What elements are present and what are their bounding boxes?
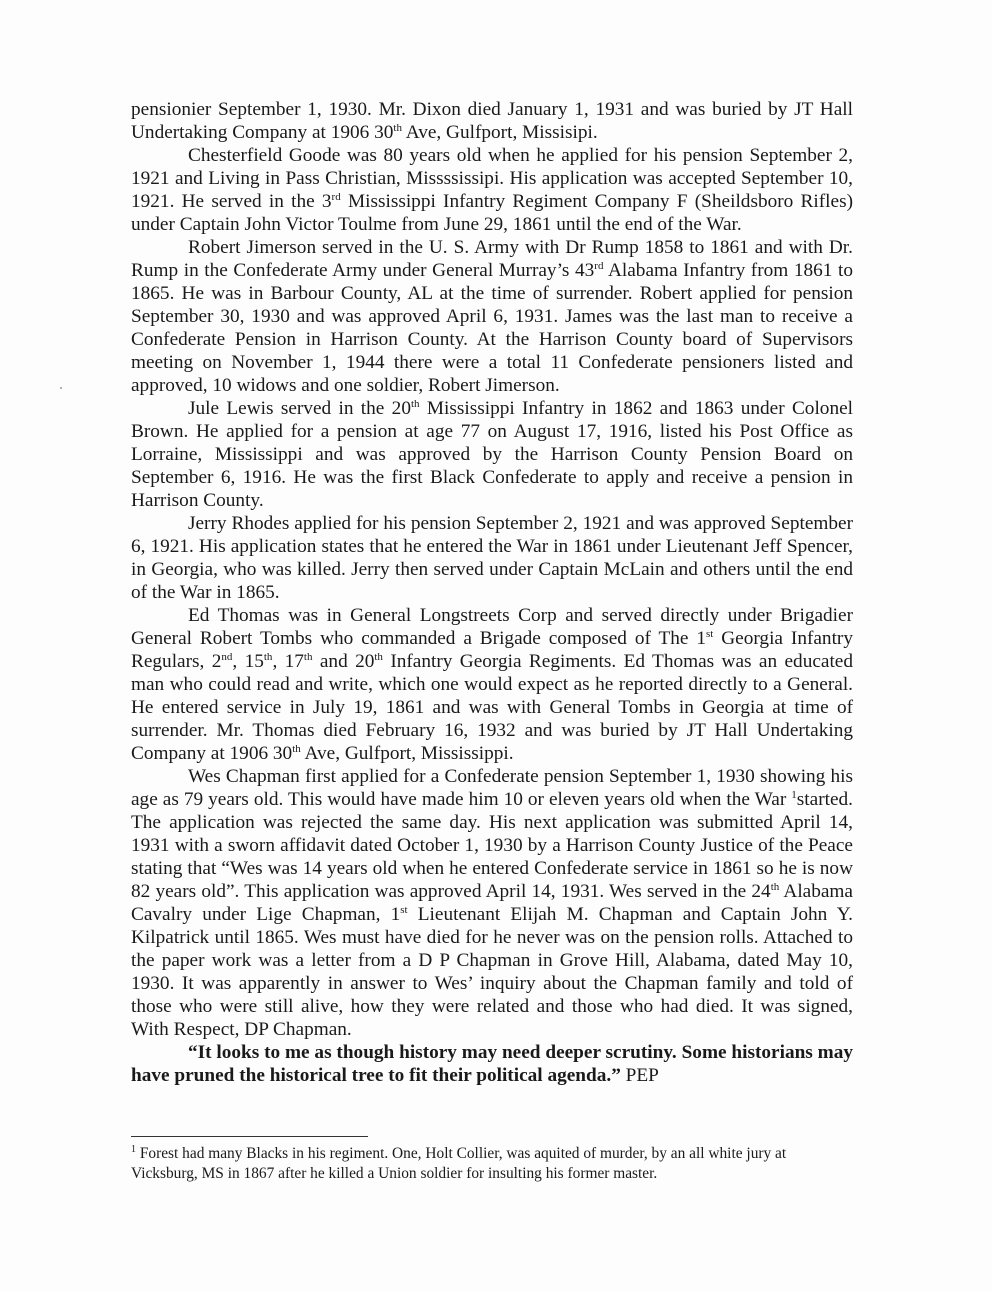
paragraph-list xyxy=(131,98,853,1041)
text-run: , 15 xyxy=(232,651,264,672)
scan-speck xyxy=(60,387,62,389)
superscript: th xyxy=(410,398,420,410)
text-run: started. The application was rejected the same day. His next application was submitted April 14, 1931 with a sworn affidavit dated October 1, 1930 by a Harrison County Justice of the Peace stating that “Wes was 14 years old when he entered Confederate service in 1861 so he is now 82 years old”. This application was approved April 14, 1931. Wes served in the 24 xyxy=(131,789,853,902)
text-run: Mississippi Infantry Regiment Company F (Sheildsboro Rifles) under Captain John Victor Toulme from June 29, 1861 until the end of the War. xyxy=(131,191,853,235)
superscript: th xyxy=(393,122,402,134)
quote-text: “It looks to me as though history may need deeper scrutiny. Some historians may have pruned the historical tree to fit their political agenda.” xyxy=(131,1042,853,1086)
superscript: th xyxy=(263,651,273,663)
text-run: pensionier September 1, 1930. Mr. Dixon died January 1, 1931 and was buried by JT Hall Undertaking Company at 1906 30 xyxy=(131,99,853,143)
text-run: Ed Thomas was in General Longstreets Corp and served directly under Brigadier General Robert Tombs who commanded a Brigade composed of The 1 xyxy=(131,605,853,649)
body-text xyxy=(131,98,853,1087)
quote-signature: PEP xyxy=(620,1065,659,1086)
superscript: th xyxy=(292,743,301,755)
text-run: Jerry Rhodes applied for his pension September 2, 1921 and was approved September 6, 1921. His application states that he entered the War in 1861 under Lieutenant Jeff Spencer, in Georgia, who was killed. Jerry then served under Captain McLain and others until the end of the War in 1865. xyxy=(131,513,853,603)
text-run: Chesterfield Goode was 80 years old when he applied for his pension September 2, 1921 and Living in Pass Christian, Missssissipi. His application was accepted September 10, 1921. He served in the 3 xyxy=(131,145,853,212)
text-run: Robert Jimerson served in the U. S. Army with Dr Rump 1858 to 1861 and with Dr. Rump in the Confederate Army under General Murray’s 43 xyxy=(131,237,853,281)
paragraph xyxy=(131,236,853,397)
text-run: Lieutenant Elijah M. Chapman and Captain John Y. Kilpatrick until 1865. Wes must have died for he never was on the pension rolls. Attached to the paper work was a letter from a D P Chapman in Grove Hill, Alabama, dated May 10, 1930. It was apparently in answer to Wes’ inquiry about the Chapman family and told of those who were still alive, how they were related and those who had died. It was signed, With Respect, DP Chapman. xyxy=(131,904,853,1040)
superscript: 1 xyxy=(791,789,797,801)
text-run: Georgia Infantry Regulars, 2 xyxy=(131,628,853,672)
superscript: th xyxy=(374,651,383,663)
paragraph xyxy=(131,765,853,1041)
footnote xyxy=(131,1144,853,1184)
text-run: Ave, Gulfport, Mississippi. xyxy=(300,743,514,764)
superscript: st xyxy=(400,904,408,916)
paragraph xyxy=(131,98,853,144)
paragraph xyxy=(131,512,853,604)
superscript: st xyxy=(705,628,714,640)
text-run: Infantry Georgia Regiments. Ed Thomas was an educated man who could read and write, which one would expect as he reported directly to a General. He entered service in July 19, 1861 and was with General Tombs in Georgia at time of surrender. Mr. Thomas died February 16, 1932 and was buried by JT Hall Undertaking Company at 1906 30 xyxy=(131,651,854,764)
footnote-marker: 1 xyxy=(131,1144,136,1155)
footnote-divider xyxy=(131,1136,368,1137)
text-run: , 17 xyxy=(272,651,304,672)
paragraph xyxy=(131,604,853,765)
text-run: and 20 xyxy=(312,651,375,672)
footnote-text: Forest had many Blacks in his regiment. One, Holt Collier, was aquited of murder, by an all white jury at Vicksburg, MS in 1867 after he killed a Union soldier for insulting his former master. xyxy=(131,1145,787,1182)
paragraph xyxy=(131,397,853,512)
superscript: rd xyxy=(331,191,341,203)
text-run: Ave, Gulfport, Missisipi. xyxy=(401,122,598,143)
superscript: nd xyxy=(221,651,233,663)
text-run: Mississippi Infantry in 1862 and 1863 under Colonel Brown. He applied for a pension at age 77 on August 17, 1916, listed his Post Office as Lorraine, Mississippi and was approved by the Harrison County Pension Board on September 6, 1916. He was the first Black Confederate to apply and receive a pension in Harrison County. xyxy=(131,398,854,511)
paragraph xyxy=(131,144,853,236)
text-run: Alabama Infantry from 1861 to 1865. He was in Barbour County, AL at the time of surrender. Robert applied for pension September 30, 1930 and was approved April 6, 1931. James was the last man to receive a Confederate Pension in Harrison County. At the Harrison County board of Supervisors meeting on November 1, 1944 there were a total 11 Confederate pensioners listed and approved, 10 widows and one soldier, Robert Jimerson. xyxy=(131,260,853,396)
text-run: Alabama Cavalry under Lige Chapman, 1 xyxy=(131,881,853,925)
superscript: th xyxy=(770,881,780,893)
text-run: Wes Chapman first applied for a Confederate pension September 1, 1930 showing his age as 79 years old. This would have made him 10 or eleven years old when the War xyxy=(131,766,853,810)
superscript: rd xyxy=(594,260,604,272)
closing-quote xyxy=(131,1041,853,1087)
text-run: Jule Lewis served in the 20 xyxy=(188,398,411,419)
superscript: th xyxy=(303,651,313,663)
